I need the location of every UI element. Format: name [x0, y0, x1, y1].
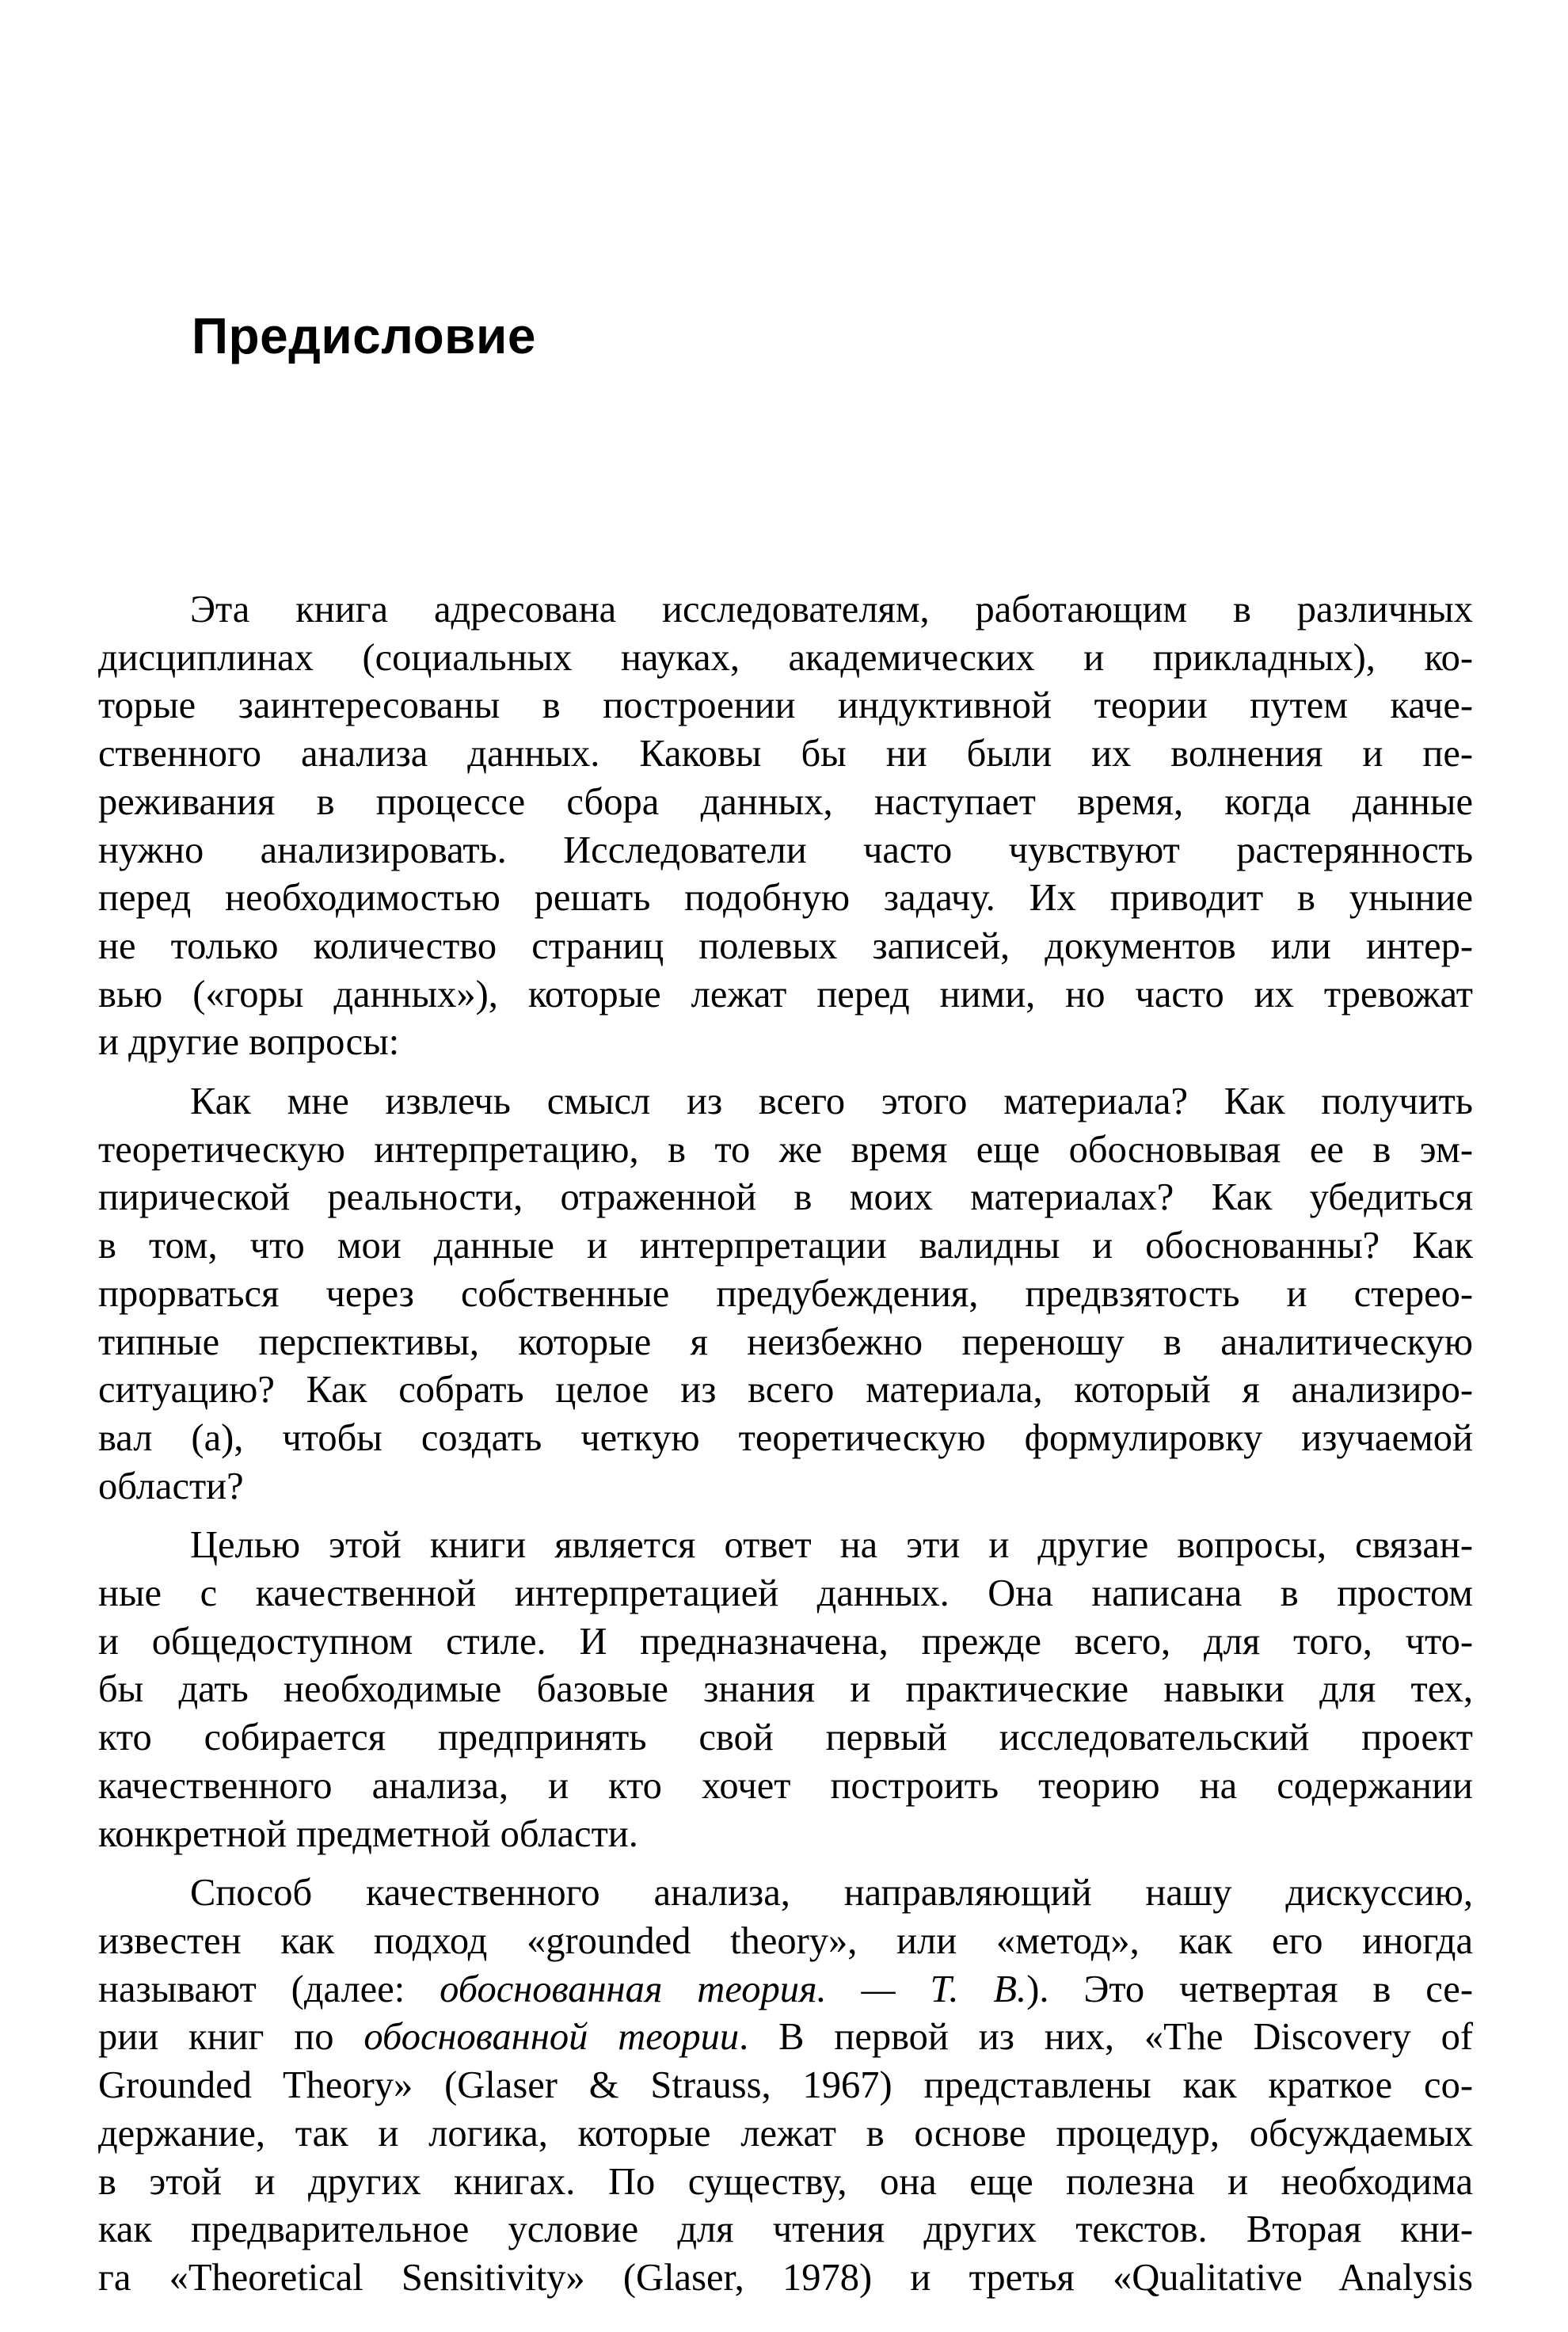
paragraph-2 — [98, 1078, 1473, 1511]
paragraph-1 — [98, 586, 1473, 1067]
text-line: Способ качественного анализа, направляющий нашу дискуссию, — [190, 1872, 1473, 1915]
text-line: Grounded Theory» (Glaser & Strauss, 1967) представлены как краткое со- — [98, 2064, 1473, 2107]
text-line: реживания в процессе сбора данных, наступает время, когда данные — [98, 780, 1473, 823]
text-line: ственного анализа данных. Каковы бы ни были их волнения и пе- — [98, 733, 1473, 775]
text-line: в этой и других книгах. По существу, она еще полезна и необходима — [98, 2160, 1473, 2203]
paragraph-3 — [98, 1522, 1473, 1858]
text-line: теоретическую интерпретацию, в то же время еще обосновывая ее в эм- — [98, 1128, 1473, 1171]
text-line: в том, что мои данные и интерпретации валидны и обоснованны? Как — [98, 1225, 1473, 1267]
text-line: перед необходимостью решать подобную задачу. Их приводит в уныние — [98, 877, 1473, 920]
text-line: кто собирается предпринять свой первый исследовательский проект — [98, 1717, 1473, 1759]
text-line — [98, 1966, 1473, 2014]
text-line: качественного анализа, и кто хочет построить теорию на содержании — [98, 1764, 1473, 1807]
text-line: конкретной предметной области. — [98, 1812, 638, 1855]
text-run: называют (далее: — [98, 1968, 440, 2010]
text-line: Как мне извлечь смысл из всего этого материала? Как получить — [190, 1080, 1473, 1123]
text-run: ). Это четвертая в се- — [1026, 1968, 1473, 2010]
text-line: га «Theoretical Sensitivity» (Glaser, 1978) и третья «Qualitative Analysis — [98, 2256, 1473, 2299]
text-line: ситуацию? Как собрать целое из всего материала, который я анализиро- — [98, 1369, 1473, 1412]
italic-term: обоснованная теория. — Т. В. — [440, 1968, 1027, 2010]
chapter-title: Предисловие — [192, 307, 536, 364]
text-line: держание, так и логика, которые лежат в основе процедур, обсуждаемых — [98, 2112, 1473, 2155]
italic-term: обоснованной теории — [363, 2016, 740, 2059]
text-line: бы дать необходимые базовые знания и практические навыки для тех, — [98, 1668, 1473, 1711]
text-line: пирической реальности, отраженной в моих материалах? Как убедиться — [98, 1176, 1473, 1219]
text-run: . В первой из них, «The Discovery of — [739, 2016, 1473, 2059]
text-line: области? — [98, 1465, 244, 1507]
text-line: вью («горы данных»), которые лежат перед ними, но часто их тревожат — [98, 973, 1473, 1015]
text-line: торые заинтересованы в построении индуктивной теории путем каче- — [98, 684, 1473, 727]
text-line: вал (а), чтобы создать четкую теоретическую формулировку изучаемой — [98, 1416, 1473, 1459]
text-line: прорваться через собственные предубеждения, предвзятость и стерео- — [98, 1272, 1473, 1315]
text-line: ные с качественной интерпретацией данных. Она написана в простом — [98, 1572, 1473, 1615]
text-line — [98, 2014, 1473, 2062]
text-line: как предварительное условие для чтения других текстов. Вторая кни- — [98, 2208, 1473, 2251]
text-line: и общедоступном стиле. И предназначена, прежде всего, для того, что- — [98, 1620, 1473, 1663]
text-line: Эта книга адресована исследователям, работающим в различных — [190, 589, 1473, 631]
text-line: не только количество страниц полевых записей, документов или интер- — [98, 924, 1473, 967]
paragraph-4 — [98, 1869, 1473, 2302]
text-line: типные перспективы, которые я неизбежно переношу в аналитическую — [98, 1320, 1473, 1363]
text-line: известен как подход «grounded theory», или «метод», как его иногда — [98, 1919, 1473, 1962]
text-line: дисциплинах (социальных науках, академических и прикладных), ко- — [98, 636, 1473, 679]
text-run: рии книг по — [98, 2016, 364, 2059]
text-line: и другие вопросы: — [98, 1021, 400, 1064]
text-line: Целью этой книги является ответ на эти и другие вопросы, связан- — [190, 1524, 1473, 1567]
text-line: нужно анализировать. Исследователи часто чувствуют растерянность — [98, 829, 1473, 871]
body-text — [98, 586, 1473, 2303]
